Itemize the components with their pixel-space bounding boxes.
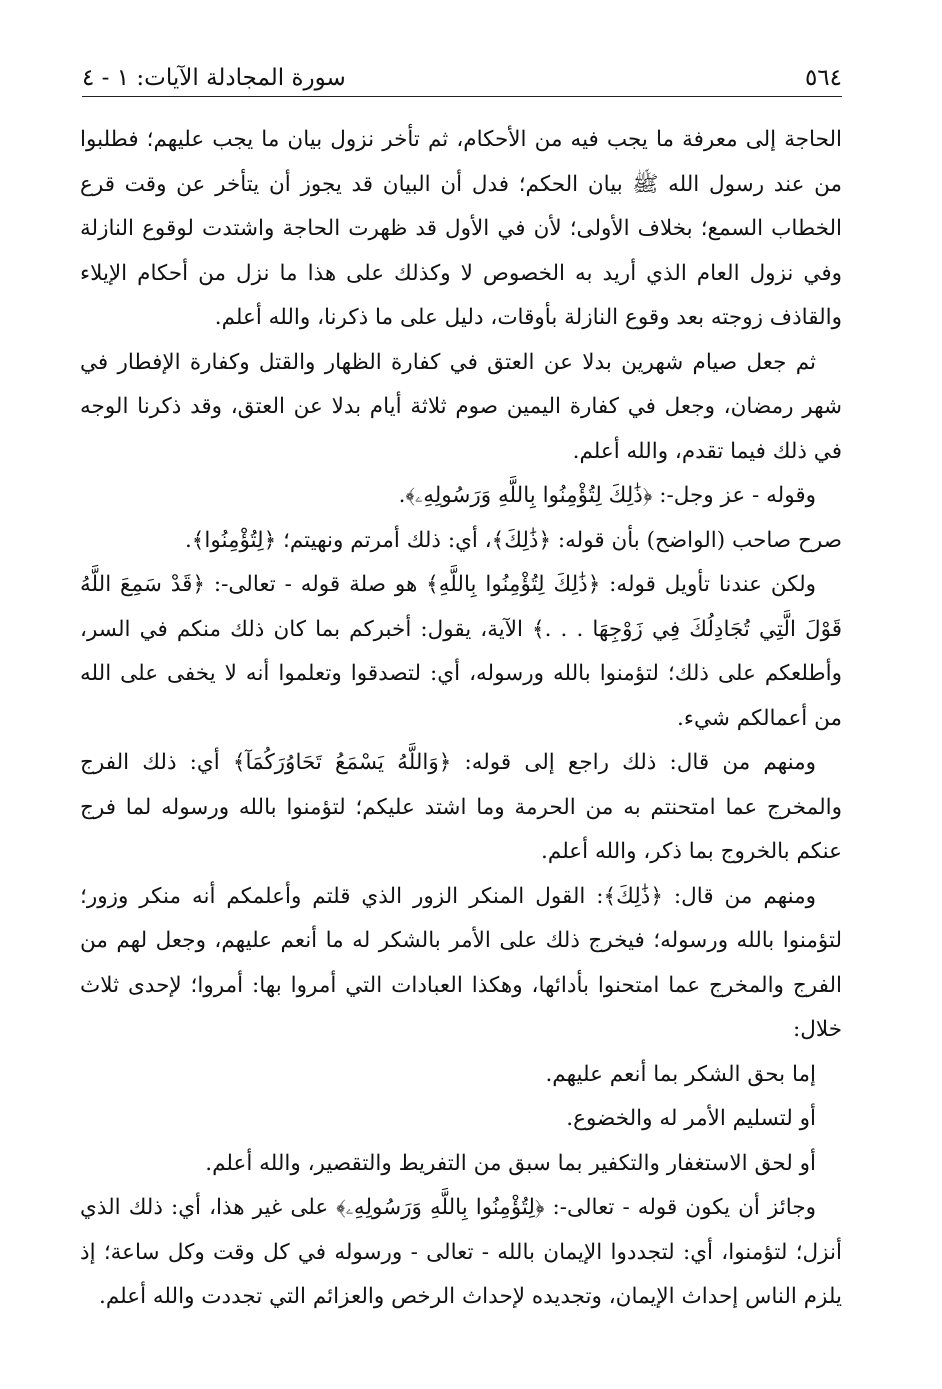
paragraph-opinion-2: ومنهم من قال: ﴿ذَٰلِكَ﴾: القول المنكر الزور الذي قلتم وأعلمكم أنه منكر وزور؛ لتؤمنوا بالله ورسوله؛ فيخرج ذلك على الأمر بالشكر له ما أنعم عليهم، وجعل لهم من الفرج والمخرج عما امتحنوا بأدائها، وهكذا العبادات التي أمروا بها: أمروا؛ لإحدى ثلاث خلال:: [80, 883, 842, 1042]
page-body: [80, 118, 842, 1320]
list-item-gratitude: إما بحق الشكر بما أنعم عليهم.: [545, 1061, 816, 1087]
page-header: [82, 60, 842, 97]
paragraph-continuation: الحاجة إلى معرفة ما يجب فيه من الأحكام، ثم تأخر نزول بيان ما يجب عليهم؛ فطلبوا من عند رسول الله ﷺ بيان الحكم؛ فدل أن البيان قد يجوز أن يتأخر عن وقت قرع الخطاب السمع؛ بخلاف الأولى؛ لأن في الأول قد ظهرت الحاجة واشتدت لوقوع النازلة وفي نزول العام الذي أريد به الخصوص لا وكذلك على هذا ما نزل من أحكام الإيلاء والقاذف زوجته بعد وقوع النازلة بأوقات، دليل على ما ذكرنا، والله أعلم.: [80, 127, 842, 330]
paragraph-wadih: صرح صاحب (الواضح) بأن قوله: ﴿ذَٰلِكَ﴾، أي: ذلك أمرتم ونهيتم؛ ﴿لِتُؤْمِنُوا﴾.: [184, 527, 842, 553]
list-item-submission: أو لتسليم الأمر له والخضوع.: [566, 1106, 816, 1131]
paragraph-fasting: ثم جعل صيام شهرين بدلا عن العتق في كفارة الظهار والقتل وكفارة الإفطار في شهر رمضان، وجعل في كفارة اليمين صوم ثلاثة أيام بدلا عن العتق، وقد ذكرنا الوجه في ذلك فيما تقدم، والله أعلم.: [80, 349, 842, 464]
paragraph-verse-quote: وقوله - عز وجل-: ﴿ذَٰلِكَ لِتُؤْمِنُوا بِاللَّهِ وَرَسُولِهِۦ﴾.: [398, 483, 816, 508]
paragraph-renewal: وجائز أن يكون قوله - تعالى-: ﴿لِتُؤْمِنُوا بِاللَّهِ وَرَسُولِهِۦ﴾ على غير هذا، أي: ذلك الذي أنزل؛ لتؤمنوا، أي: لتجددوا الإيمان بالله - تعالى - ورسوله في كل وقت وكل ساعة؛ إذ يلزم الناس إحداث الإيمان، وتجديده لإحداث الرخص والعزائم التي تجددت والله أعلم.: [80, 1195, 842, 1309]
paragraph-opinion-1: ومنهم من قال: ذلك راجع إلى قوله: ﴿وَاللَّهُ يَسْمَعُ تَحَاوُرَكُمَآ﴾ أي: ذلك الفرج والمخرج عما امتحنتم به من الحرمة وما اشتد عليكم؛ لتؤمنوا بالله ورسوله لما فرج عنكم بالخروج بما ذكر، والله أعلم.: [80, 750, 842, 864]
paragraph-interpretation: ولكن عندنا تأويل قوله: ﴿ذَٰلِكَ لِتُؤْمِنُوا بِاللَّهِ﴾ هو صلة قوله - تعالى-: ﴿قَدْ سَمِعَ اللَّهُ قَوْلَ الَّتِي تُجَادِلُكَ فِي زَوْجِهَا . . .﴾ الآية، يقول: أخبركم بما كان ذلك منكم في السر، وأطلعكم على ذلك؛ لتؤمنوا بالله ورسوله، أي: لتصدقوا وتعلموا أنه لا يخفى على الله من أعمالكم شيء.: [80, 572, 842, 731]
running-title: سورة المجادلة الآيات: ١ - ٤: [82, 65, 346, 91]
page-number: ٥٦٤: [804, 65, 842, 91]
list-item-forgiveness: أو لحق الاستغفار والتكفير بما سبق من التفريط والتقصير، والله أعلم.: [205, 1150, 816, 1176]
